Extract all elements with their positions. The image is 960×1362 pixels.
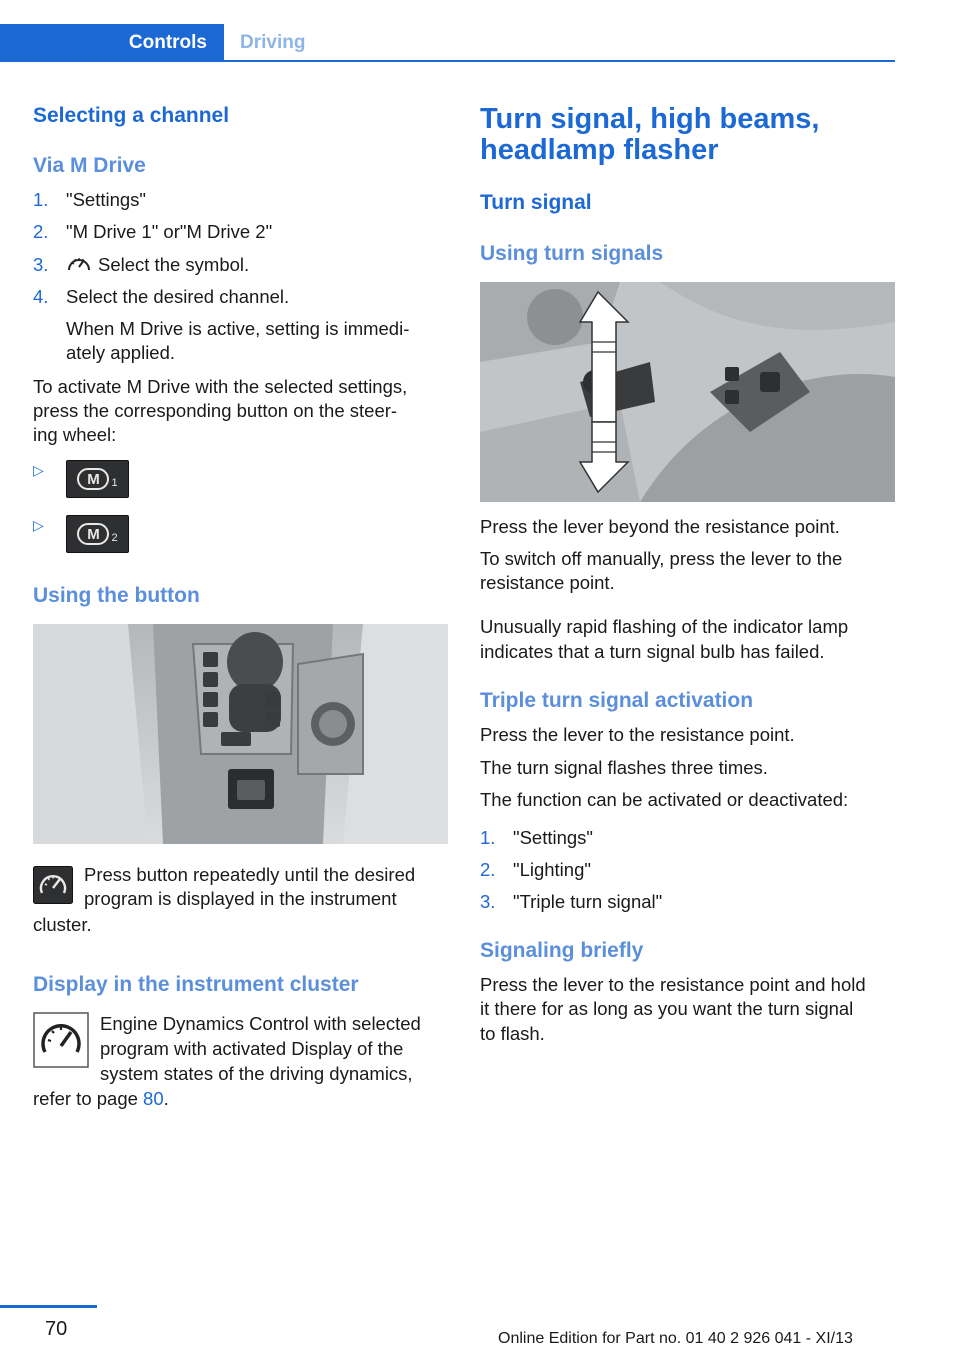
page-ref-suffix: . — [163, 1088, 169, 1109]
paragraph-signaling-briefly: to flash. — [480, 1023, 545, 1044]
paragraph-rapid-flashing: indicates that a turn signal bulb has failed. — [480, 641, 825, 662]
step-text: "Settings" — [66, 189, 146, 210]
engine-dynamics-icon — [33, 1012, 89, 1068]
bullet-triangle-icon: ▷ — [33, 517, 44, 533]
paragraph-engine-dynamics: system states of the driving dynamics, — [100, 1063, 413, 1084]
page-link[interactable]: 80 — [143, 1088, 164, 1109]
heading-signaling-briefly: Signaling briefly — [480, 939, 644, 962]
heading-via-m-drive: Via M Drive — [33, 154, 146, 177]
heading-turn-signal: Turn signal — [480, 191, 592, 214]
paragraph-engine-dynamics: program with activated Display of the — [100, 1038, 404, 1059]
page-ref-prefix: refer to page — [33, 1088, 138, 1109]
page-number: 70 — [45, 1318, 68, 1340]
paragraph-signaling-briefly: it there for as long as you want the turn signal — [480, 998, 854, 1019]
paragraph-activate: ing wheel: — [33, 424, 117, 445]
paragraph-engine-dynamics — [33, 1086, 169, 1111]
m1-button-icon — [66, 460, 129, 498]
paragraph-triple: The function can be activated or deactivated: — [480, 789, 849, 810]
step-text: Select the desired channel. — [66, 286, 290, 307]
paragraph-triple: Press the lever to the resistance point. — [480, 724, 795, 745]
step-number: 2. — [480, 859, 496, 880]
paragraph-activate: To activate M Drive with the selected settings, — [33, 376, 408, 397]
m2-button-icon — [66, 515, 129, 553]
step-number: 1. — [480, 827, 496, 848]
bullet-triangle-icon: ▷ — [33, 462, 44, 478]
page-title: headlamp flasher — [480, 134, 719, 166]
heading-triple-turn-signal: Triple turn signal activation — [480, 689, 754, 712]
paragraph-engine-dynamics: Engine Dynamics Control with selected — [100, 1013, 421, 1034]
m1-letter: M — [77, 468, 109, 490]
header-tabbar — [0, 24, 895, 62]
paragraph-press-button: cluster. — [33, 914, 92, 935]
heading-using-turn-signals: Using turn signals — [480, 242, 664, 265]
paragraph-rapid-flashing: Unusually rapid flashing of the indicator lamp — [480, 616, 849, 637]
footer-rule — [0, 1305, 97, 1308]
step-note: When M Drive is active, setting is immedi- — [66, 318, 410, 339]
step-number: 4. — [33, 286, 49, 307]
paragraph-triple: The turn signal flashes three times. — [480, 757, 768, 778]
step-text: "M Drive 1" or"M Drive 2" — [66, 221, 273, 242]
center-console-photo — [33, 624, 448, 844]
step-number: 1. — [33, 189, 49, 210]
step-number: 3. — [33, 254, 49, 275]
step-text: "Triple turn signal" — [513, 891, 663, 912]
m1-sub: 1 — [111, 477, 118, 489]
heading-selecting-channel: Selecting a channel — [33, 104, 230, 127]
dynamics-control-button-icon — [33, 866, 73, 904]
dynamics-gauge-icon — [66, 254, 92, 274]
edition-footer: Online Edition for Part no. 01 40 2 926 041 - XI/13 — [498, 1330, 853, 1347]
turn-signal-lever-photo — [480, 282, 895, 502]
page-title: Turn signal, high beams, — [480, 103, 820, 135]
paragraph-press-lever: Press the lever beyond the resistance point. — [480, 516, 840, 537]
tab-controls[interactable]: Controls — [0, 24, 224, 62]
heading-display-cluster: Display in the instrument cluster — [33, 973, 359, 996]
paragraph-activate: press the corresponding button on the steer- — [33, 400, 398, 421]
step-number: 3. — [480, 891, 496, 912]
paragraph-signaling-briefly: Press the lever to the resistance point and hold — [480, 974, 866, 995]
paragraph-press-button: program is displayed in the instrument — [84, 888, 397, 909]
m2-sub: 2 — [111, 532, 118, 544]
paragraph-switch-off: resistance point. — [480, 572, 615, 593]
step-text: Select the symbol. — [98, 254, 250, 275]
paragraph-press-button: Press button repeatedly until the desired — [84, 864, 416, 885]
step-number: 2. — [33, 221, 49, 242]
paragraph-switch-off: To switch off manually, press the lever to the — [480, 548, 843, 569]
step-text: "Settings" — [513, 827, 593, 848]
heading-using-button: Using the button — [33, 584, 200, 607]
m2-letter: M — [77, 523, 109, 545]
tab-driving[interactable]: Driving — [240, 32, 306, 53]
step-text: "Lighting" — [513, 859, 591, 880]
step-note: ately applied. — [66, 342, 176, 363]
